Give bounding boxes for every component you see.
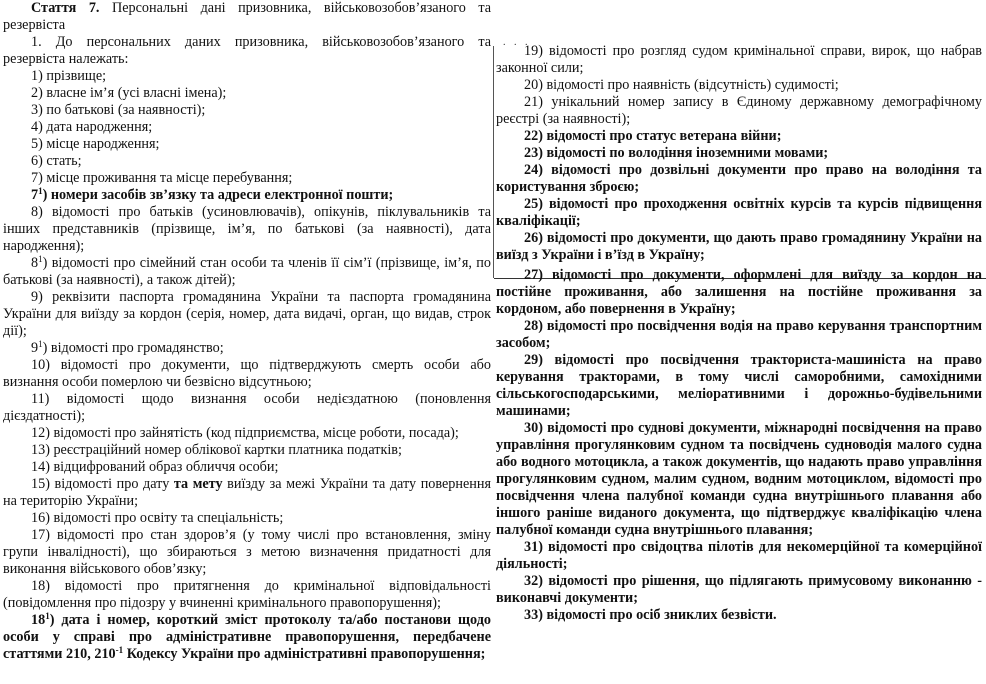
list-item: 17) відомості про стан здоров’я (у тому числі про встановлення, зміну групи інвалідності), що збираються з метою визначення придатності для виконання військового обов’язку; [3,527,491,577]
list-item-amended: 29) відомості про посвідчення тракториста-машиніста на право керування тракторами, в тому числі саморобними, самохідними сільськогосподарськими, меліоративними і дорожньо-будівельними машинами; [496,352,982,419]
list-item: 4) дата народження; [31,119,153,135]
list-item: 2) власне ім’я (усі власні імена); [31,85,227,101]
column-divider [493,46,494,278]
list-item: 21) унікальний номер запису в Єдиному державному демографічному реєстрі (за наявності); [496,94,982,127]
list-item: 1) прізвище; [31,68,107,84]
list-item-amended: 31) відомості про свідоцтва пілотів для некомерційної та комерційної діяльності; [496,539,982,572]
list-item: $8^1$) відомості про сімейний стан особи та членів її сім’ї (прізвище, ім’я, по батькові (за наявності), а також дітей); [3,254,491,288]
list-item-amended: 23) відомості по володіння іноземними мовами; [524,145,829,161]
article-number: Стаття 7. [31,0,100,16]
list-item: 15) відомості про дату та мету виїзду за межі України та дату повернення на територію України; [3,476,491,509]
right-column [496,43,982,624]
list-item-amended: $7^1$) номери засобів зв’язку та адреси електронної пошти; [31,186,394,203]
list-item: 11) відомості щодо визнання особи недієздатною (поновлення дієздатності); [3,391,491,424]
list-item: 7) місце проживання та місце перебування; [31,170,293,186]
list-item-amended: 32) відомості про рішення, що підлягають примусовому виконанню - виконавчі документи; [496,573,982,606]
article-title: Персональні дані призовника, військовозобов’язаного та резервіста [3,0,491,33]
left-column [3,0,491,663]
list-item: 5) місце народження; [31,136,160,152]
list-item: 10) відомості про документи, що підтверджують смерть особи або визнання особи померлою чи безвісно відсутньою; [3,357,491,390]
list-item: 18) відомості про притягнення до кримінальної відповідальності (повідомлення про підозру у вчиненні кримінального правопорушення); [3,578,491,611]
list-item: 14) відцифрований образ обличчя особи; [31,459,279,475]
article-heading [3,0,491,34]
list-item-amended: 28) відомості про посвідчення водія на право керування транспортним засобом; [496,318,982,351]
list-item-amended: 26) відомості про документи, що дають право громадянину України на виїзд з України і в’їзд в Україну; [496,230,982,263]
list-item-amended: 27) відомості про документи, оформлені для виїзду за кордон на постійне проживання, або залишення на постійне проживання за кордоном, або повернення в Україну; [496,267,982,317]
intro-paragraph: 1. До персональних даних призовника, військовозобов’язаного та резервіста належать: [3,34,491,67]
list-item-amended: 33) відомості про осіб зниклих безвісти. [524,607,777,623]
list-item-amended: 22) відомості про статус ветерана війни; [524,128,782,144]
list-item: $9^1$) відомості про громадянство; [31,339,224,356]
scan-artifact: . . . [503,37,531,48]
list-item: 16) відомості про освіту та спеціальність; [31,510,284,526]
list-item-amended: 24) відомості про дозвільні документи про право на володіння та користування зброєю; [496,162,982,195]
list-item-amended: $18^1$) дата і номер, короткий зміст протоколу та/або постанови щодо особи у справі про адміністративне правопорушення, передбачене статтями 210, $210^{-1}$ Кодексу України про адміністративні правопорушення; [3,611,491,662]
list-item: 12) відомості про зайнятість (код підприємства, місце роботи, посада); [31,425,459,441]
list-item: 19) відомості про розгляд судом кримінальної справи, вирок, що набрав законної сили; [496,43,982,76]
list-item-amended: 30) відомості про суднові документи, міжнародні посвідчення на право управління прогулянковим судном та посвідчень судноводія малого судна або водного мотоцикла, а також документів, що надають право управління прогулянковим судном, малим судном, водним мотоциклом, відомості про посвідчення члена палубної команди судна внутрішнього плавання або іншого раніше виданого документа, що підтверджує кваліфікацію члена палубної команди судна внутрішнього плавання; [496,420,982,538]
list-item: 20) відомості про наявність (відсутність) судимості; [524,77,839,93]
list-item: 9) реквізити паспорта громадянина України та паспорта громадянина України для виїзду за кордон (серія, номер, дата видачі, орган, що видав, строк дії); [3,289,491,339]
list-item: 13) реєстраційний номер облікової картки платника податків; [31,442,402,458]
list-item: 8) відомості про батьків (усиновлювачів), опікунів, піклувальників та інших представників (прізвище, ім’я, по батькові (за наявності), дата народження); [3,204,491,254]
list-item: 6) стать; [31,153,82,169]
list-item-amended: 25) відомості про проходження освітніх курсів та курсів підвищення кваліфікації; [496,196,982,229]
list-item: 3) по батькові (за наявності); [31,102,206,118]
